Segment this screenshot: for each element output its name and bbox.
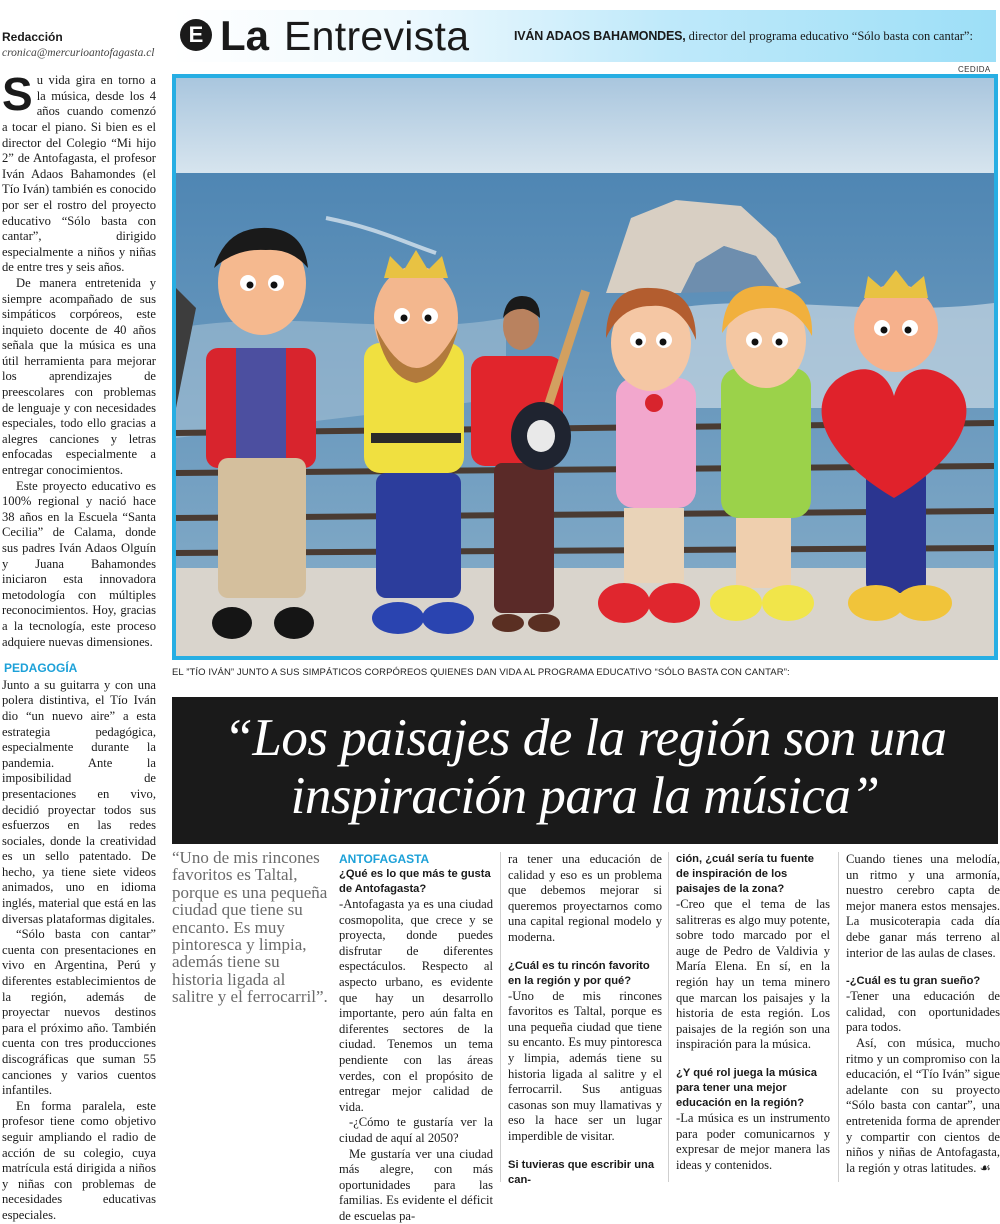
answer: -Creo que el tema de las salitreras es algo muy potente, sobre todo marcado por el auge de Pedro de Valdivia y María Elena. En sí, en la región hay un tema minero que marcan los paisajes y la historia de esta región. Los paisajes de la región son una inspiración para la música. (676, 897, 830, 1053)
end-mark-icon: ☙ (980, 1161, 991, 1175)
closing-text: Así, con música, mucho ritmo y un compromiso con la educación, el “Tío Iván” sigue adelante con su proyecto “Sólo basta con cantar”, una entretenida forma de aprender y compartir con cientos de niños y niñas de Antofagasta, la región y otras latitudes. (846, 1036, 1000, 1175)
headline (172, 697, 998, 844)
question: ¿Cuál es tu rincón favorito en la región y por qué? (508, 959, 662, 989)
interviewee-role: director del programa educativo “Sólo basta con cantar”: (686, 29, 973, 43)
photo-credit: CEDIDA (958, 65, 991, 74)
body-paragraph: En forma paralela, este profesor tiene como objetivo seguir ampliando el radio de acción de su colegio, cuya matrícula está dirigida a niños y niñas con problemas de necesidades educativas especiales. (2, 1099, 156, 1224)
left-column (2, 30, 156, 1224)
interview-column-4 (846, 852, 1000, 1176)
answer: -La música es un instrumento para poder comunicarnos y expresar de mejor manera las ideas y contenidos. (676, 1111, 830, 1173)
answer: Cuando tienes una melodía, un ritmo y una armonía, nuestro cerebro capta de mejor manera estos mensajes. La musicoterapia cada día debe ganar más terreno al interior de las aulas de clases. (846, 852, 1000, 961)
mascot-red-jacket (206, 228, 316, 639)
body-paragraph: De manera entretenida y siempre acompañado de sus simpáticos corpóreos, este inquieto docente de 40 años señala que la música es una útil herramienta para mejorar los aprendizajes de preescolares con problemas de lenguaje y con necesidades especiales, todo ello gracias a alegres canciones y letras enfocadas especialmente a entregar conocimientos. (2, 276, 156, 479)
photo-caption: EL ”TÍO IVÁN” JUNTO A SUS SIMPÁTICOS CORPÓREOS QUIENES DAN VIDA AL PROGRAMA EDUCATIVO “SÓLO BASTA CON CANTAR”: (172, 667, 790, 678)
intro-text: u vida gira en torno a la música, desde los 4 años cuando comenzó a tocar el piano. Si bien es el director del Colegio “Mi hijo 2” de Antofagasta, el profesor Iván Adaos Bahamondes (el Tío Iván) también es conocido por ser el rostro del proyecto educativo “Sólo basta con cantar”, dirigido especialmente a niños y niñas de entre tres y seis años. (2, 73, 156, 274)
question: ¿Y qué rol juega la música para tener una mejor educación en la región? (676, 1066, 830, 1111)
answer: Me gustaría ver una ciudad más alegre, con más oportunidades para las familias. Es evidente el déficit de escuelas pa- (339, 1147, 493, 1224)
section-heading-antofagasta: ANTOFAGASTA (339, 852, 493, 867)
byline-email[interactable]: cronica@mercurioantofagasta.cl (2, 46, 156, 62)
section-title-article: La (220, 12, 269, 60)
section-badge: E (180, 19, 212, 51)
body-paragraph: Junto a su guitarra y con una polera distintiva, el Tío Iván dio “un nuevo aire” a esta estrategia pedagógica, especialmente durante la pandemia. Ante la imposibilidad de presentaciones en vivo, decidió proyectar todos sus esfuerzos en las redes sociales, donde la creatividad es un sello patentado. De hecho, ya tiene siete videos animados, uno en idioma inglés, material que está en las diversas plataformas digitales. (2, 678, 156, 928)
column-divider (500, 852, 501, 1182)
column-divider (668, 852, 669, 1182)
interview-column-2 (508, 852, 662, 1188)
section-header (172, 10, 996, 62)
headline-line-2: inspiración para la música” (172, 767, 998, 825)
closing-paragraph (846, 1036, 1000, 1176)
section-title: Entrevista (284, 13, 469, 60)
byline-author: Redacción (2, 30, 156, 46)
drop-cap: S (2, 75, 33, 113)
headline-line-1: “Los paisajes de la región son una (172, 709, 998, 767)
question: ción, ¿cuál sería tu fuente de inspiración de los paisajes de la zona? (676, 852, 830, 897)
column-divider (838, 852, 839, 1182)
main-photo (172, 74, 998, 660)
question: Si tuvieras que escribir una can- (508, 1158, 662, 1188)
photo-illustration (176, 78, 994, 656)
interview-column-1 (339, 852, 493, 1224)
interviewee-line (514, 29, 973, 44)
answer: -Antofagasta ya es una ciudad cosmopolita, que crece y se proyecta, donde puedes disfrutar de diferentes espectáculos. Respecto al aspecto urbano, es evidente que hay un desarrollo importante, pero aún falta en diferentes sectores de la ciudad. Tenemos un tema pendiente con las áreas verdes, con el propósito de entregar mejor calidad de vida. (339, 897, 493, 1115)
question: ¿Qué es lo que más te gusta de Antofagasta? (339, 867, 493, 897)
pull-quote: “Uno de mis rincones favoritos es Taltal, porque es una pequeña ciudad que tiene su encanto. Es muy pintoresca y limpia, además tiene su historia ligada al salitre y el ferrocarril”. (172, 849, 330, 1006)
question: -¿Cuál es tu gran sueño? (846, 974, 1000, 989)
answer: -Uno de mis rincones favoritos es Taltal, porque es una pequeña ciudad que tiene su encanto. Es muy pintoresca y limpia, además tiene su historia ligada al salitre y el ferrocarril. Sus antiguas casonas son muy llamativas y eso la hace ser un lugar imperdible de visitar. (508, 989, 662, 1145)
answer: -Tener una educación de calidad, con oportunidades para todos. (846, 989, 1000, 1036)
interview-column-3 (676, 852, 830, 1173)
body-paragraph: Este proyecto educativo es 100% regional y nació hace 38 años en la Escuela “Santa Cecilia” de Calama, donde sus padres Iván Adaos Olguín y Juana Bahamondes iniciaron esta innovadora metodología con múltiples reconocimientos. Hoy, gracias a la tecnología, este proceso adquiere nuevas dimensiones. (2, 479, 156, 651)
body-paragraph: “Sólo basta con cantar” cuenta con presentaciones en vivo en Argentina, Perú y diferentes establecimientos de la región, además de proyectar nuevos destinos para el próximo año. También cuenta con tres producciones discográficas que suman 55 canciones y varios cuentos infantiles. (2, 927, 156, 1099)
intro-paragraph (2, 73, 156, 276)
answer: ra tener una educación de calidad y eso es un problema que debemos mejorar si queremos proyectarnos como una capital regional modelo y moderna. (508, 852, 662, 946)
question-inline: -¿Cómo te gustaría ver la ciudad de aquí al 2050? (339, 1115, 493, 1146)
section-heading-pedagogia: PEDAGOGÍA (4, 661, 156, 677)
interviewee-name: IVÁN ADAOS BAHAMONDES, (514, 29, 686, 43)
